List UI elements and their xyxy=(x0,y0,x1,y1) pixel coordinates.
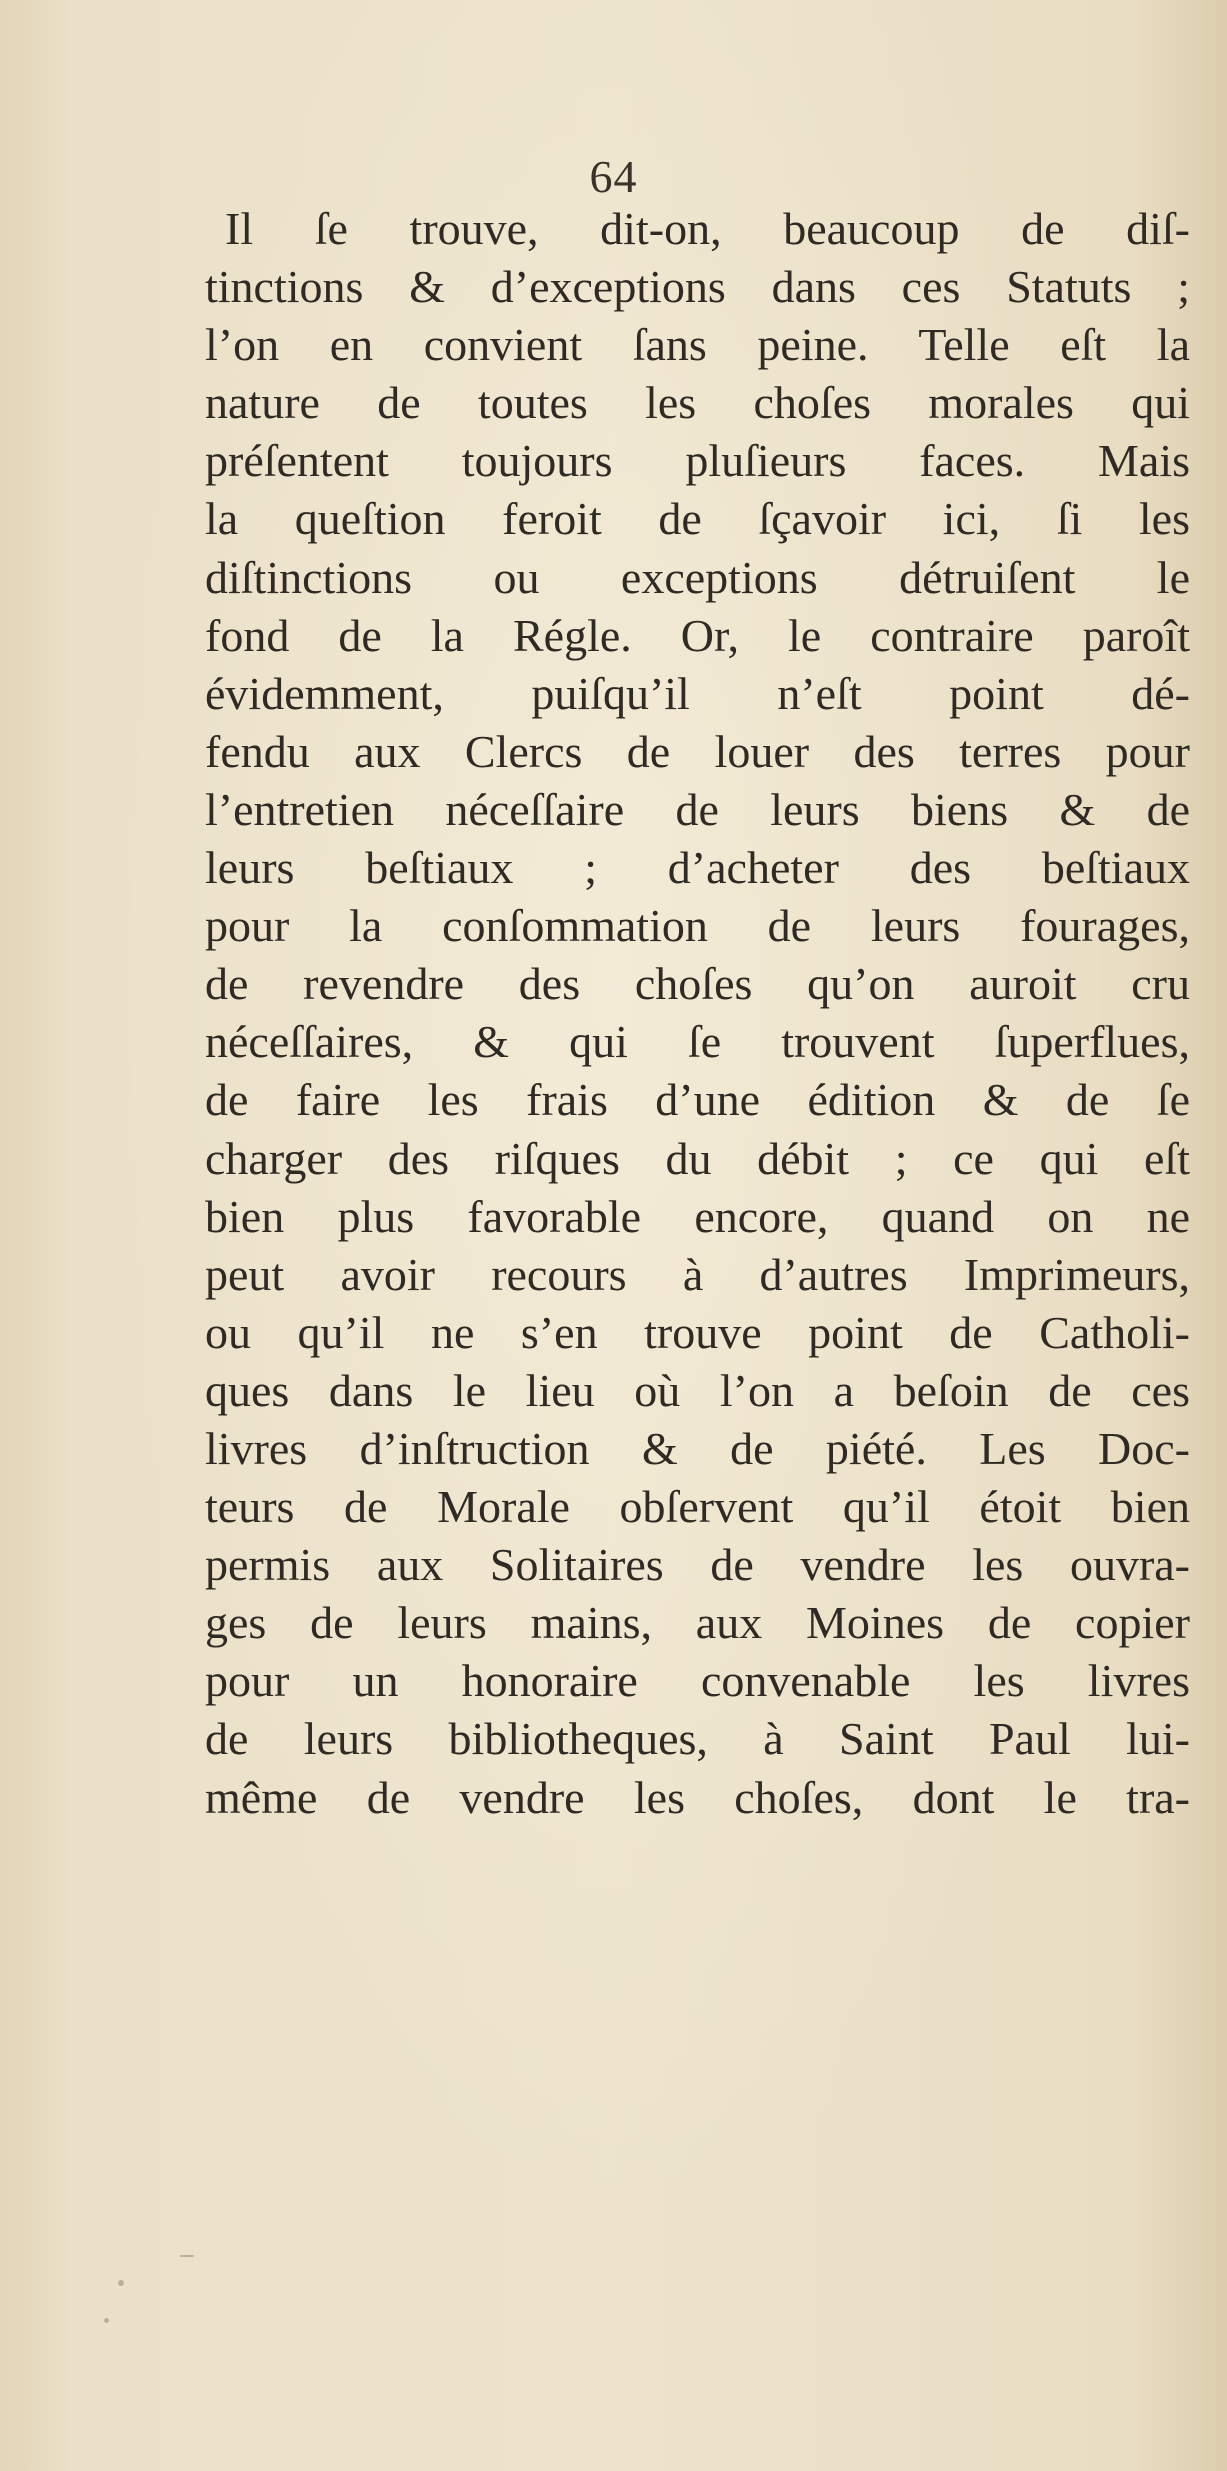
page-number: 64 xyxy=(589,151,638,202)
text-line: de revendre des choſes qu’on auroit cru xyxy=(205,958,1190,1010)
text-line: leurs beſtiaux ; d’acheter des beſtiaux xyxy=(205,842,1190,894)
text-line: évidemment, puiſqu’il n’eſt point dé- xyxy=(205,667,1190,719)
text-line: de leurs bibliotheques, à Saint Paul lui- xyxy=(205,1713,1190,1765)
text-line: fendu aux Clercs de louer des terres pour xyxy=(205,725,1190,777)
text-line: Il ſe trouve, dit-on, beaucoup de diſ- xyxy=(225,203,1190,254)
text-line: pour un honoraire convenable les livres xyxy=(205,1655,1190,1707)
paper-speck xyxy=(118,2280,124,2286)
text-line: fond de la Régle. Or, le contraire paroît xyxy=(205,609,1190,661)
text-line: l’on en convient ſans peine. Telle eſt la xyxy=(205,319,1190,371)
paper-speck xyxy=(180,2255,194,2257)
text-line: ou qu’il ne s’en trouve point de Catholi- xyxy=(205,1306,1190,1358)
text-line: peut avoir recours à d’autres Imprimeurs, xyxy=(205,1248,1190,1300)
text-line: la queſtion feroit de ſçavoir ici, ſi les xyxy=(205,493,1190,545)
text-line: charger des riſques du débit ; ce qui eſt xyxy=(205,1132,1190,1184)
text-line: teurs de Morale obſervent qu’il étoit bien xyxy=(205,1481,1190,1533)
text-line: permis aux Solitaires de vendre les ouvra- xyxy=(205,1539,1190,1591)
text-line: livres d’inſtruction & de piété. Les Doc- xyxy=(205,1422,1190,1474)
text-line: préſentent toujours pluſieurs faces. Mais xyxy=(205,435,1190,487)
text-line: diſtinctions ou exceptions détruiſent le xyxy=(205,551,1190,603)
text-line: même de vendre les choſes, dont le tra- xyxy=(205,1771,1190,1823)
text-line: néceſſaires, & qui ſe trouvent ſuperflues, xyxy=(205,1016,1190,1068)
text-line: de faire les frais d’une édition & de ſe xyxy=(205,1074,1190,1126)
text-line: nature de toutes les choſes morales qui xyxy=(205,377,1190,429)
text-line: tinctions & d’exceptions dans ces Statuts ; xyxy=(205,261,1190,313)
text-line: ques dans le lieu où l’on a beſoin de ces xyxy=(205,1364,1190,1416)
text-line: ges de leurs mains, aux Moines de copier xyxy=(205,1597,1190,1649)
text-line: bien plus favorable encore, quand on ne xyxy=(205,1190,1190,1242)
text-line: pour la conſommation de leurs fourages, xyxy=(205,900,1190,952)
text-line: l’entretien néceſſaire de leurs biens & de xyxy=(205,783,1190,835)
body-text xyxy=(205,200,1190,1827)
paper-speck xyxy=(104,2318,109,2323)
